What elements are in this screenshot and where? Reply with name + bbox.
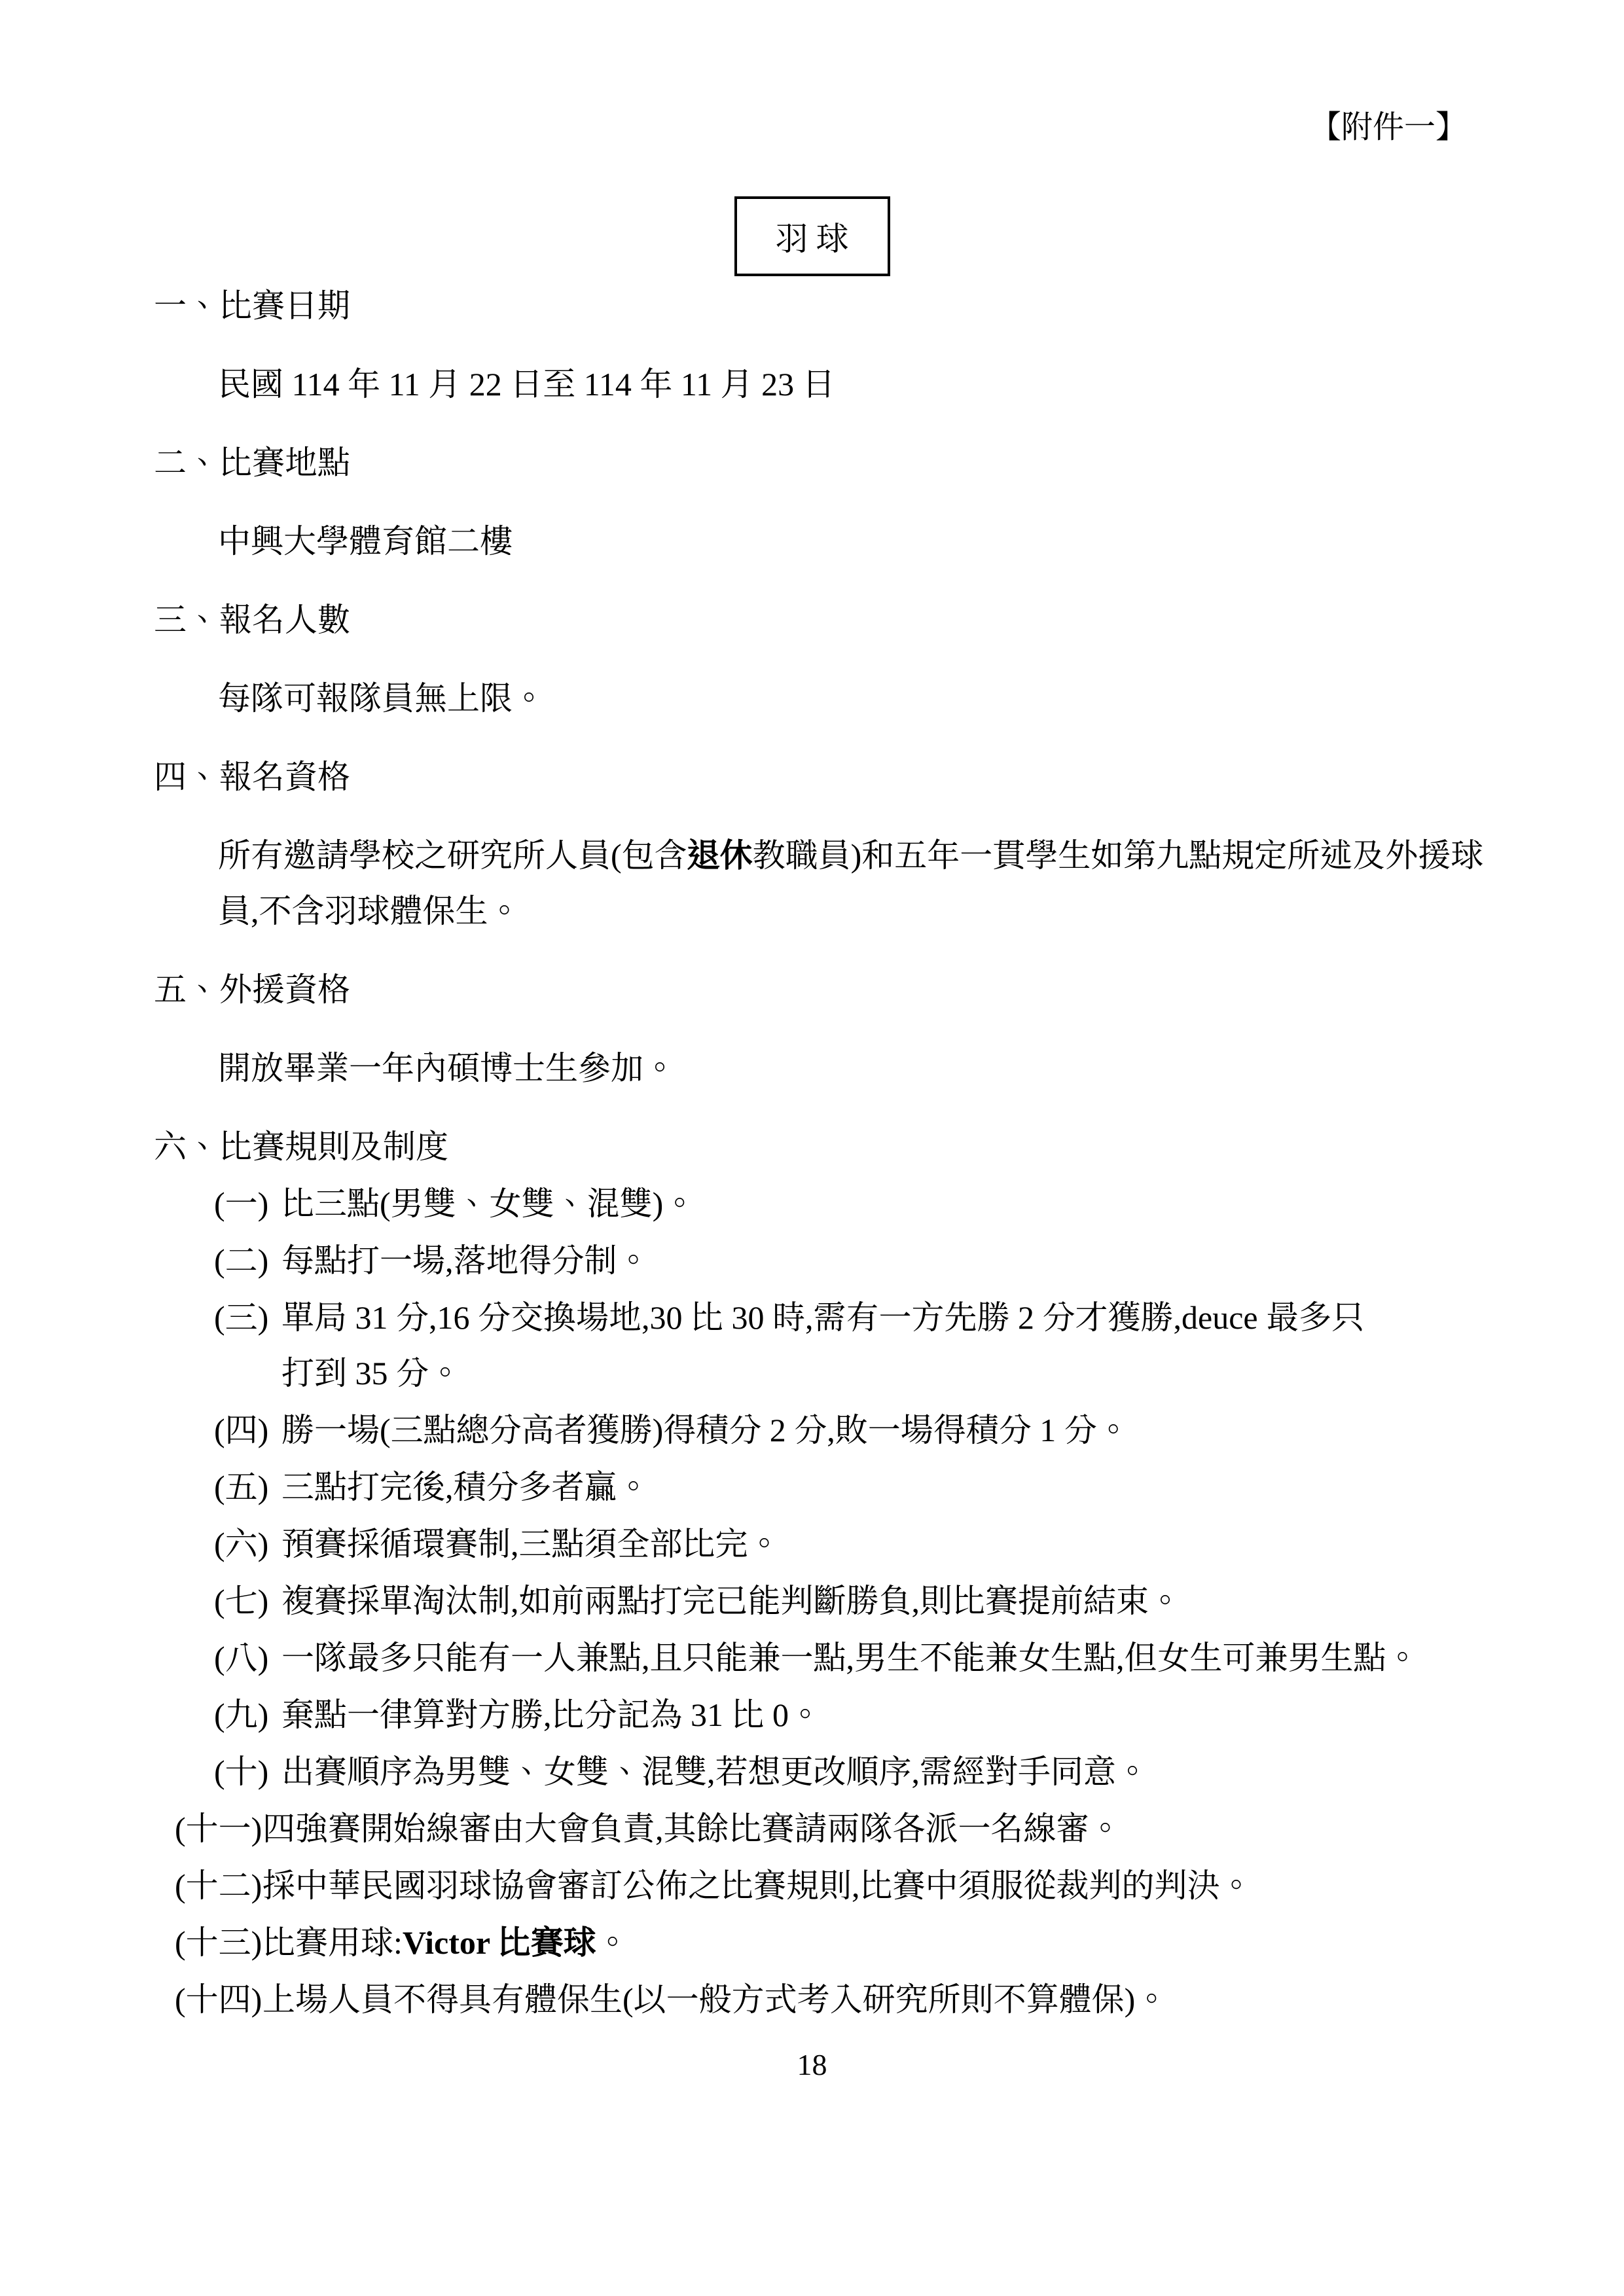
rule-item-3-continuation: 打到 35 分。 [281,1355,461,1391]
rule-item-4-text: 勝一場(三點總分高者獲勝)得積分 2 分,敗一場得積分 1 分。 [281,1412,1130,1448]
section-2-heading [0,443,1624,482]
section-3-body: 每隊可報隊員無上限。 [218,680,545,717]
section-6-title: 比賽規則及制度 [219,1128,448,1165]
rule-item-2-text: 每點打一場,落地得分制。 [281,1242,650,1279]
rule-item-3-text: 單局 31 分,16 分交換場地,30 比 30 時,需有一方先勝 2 分才獲勝,deuce 最多只 [281,1299,1365,1336]
rule-item-7 [0,1581,1624,1621]
attachment-label: 【附件一】 [1309,110,1467,145]
section-3-number: 三、 [154,601,219,638]
page-number: 18 [797,2048,827,2081]
rule-item-5-text: 三點打完後,積分多者贏。 [281,1469,650,1505]
rule-item-9 [0,1695,1624,1734]
section-1-title: 比賽日期 [219,287,350,324]
rule-item-11 [0,1809,1624,1848]
rule-item-10-text: 出賽順序為男雙、女雙、混雙,若想更改順序,需經對手同意。 [281,1753,1149,1790]
rule-item-6-label: (六) [214,1526,269,1562]
section-4-body-bold: 退休 [687,837,753,874]
rule-item-9-label: (九) [214,1696,269,1733]
section-1-body: 民國 114 年 11 月 22 日至 114 年 11 月 23 日 [218,366,835,403]
section-4-body-prefix: 所有邀請學校之研究所人員(包含 [218,837,687,874]
section-4-title: 報名資格 [219,759,350,795]
section-5-number: 五、 [154,971,219,1008]
rule-item-13 [0,1923,1624,1962]
rule-item-12-text: 採中華民國羽球協會審訂公佈之比賽規則,比賽中須服從裁判的判決。 [262,1867,1253,1904]
rule-item-7-text: 複賽採單淘汰制,如前兩點打完已能判斷勝負,則比賽提前結束。 [281,1583,1182,1619]
rule-item-13-label: (十三) [175,1924,262,1961]
rule-item-1 [0,1184,1624,1223]
rule-item-14-label: (十四) [175,1981,262,2018]
rule-item-9-text: 棄點一律算對方勝,比分記為 31 比 0。 [281,1696,821,1733]
section-6-heading [0,1127,1624,1166]
section-3-title: 報名人數 [219,601,350,638]
section-4-heading [0,757,1624,797]
section-2-title: 比賽地點 [219,444,350,481]
rule-item-3-label: (三) [214,1299,269,1336]
rule-item-10-label: (十) [214,1753,269,1790]
rule-item-6-text: 預賽採循環賽制,三點須全部比完。 [281,1526,781,1562]
rule-item-11-text: 四強賽開始線審由大會負責,其餘比賽請兩隊各派一名線審。 [262,1810,1122,1847]
rule-item-13-text-prefix: 比賽用球: [262,1924,403,1961]
rule-item-13-text-suffix: 。 [596,1924,629,1961]
section-5-body: 開放畢業一年內碩博士生參加。 [218,1050,676,1086]
rule-item-1-label: (一) [214,1185,269,1222]
section-1-number: 一、 [154,287,219,324]
rule-item-13-text-bold: Victor 比賽球 [402,1924,596,1961]
rule-item-4 [0,1410,1624,1450]
section-4-number: 四、 [154,759,219,795]
rule-item-6 [0,1524,1624,1564]
section-4-body-line-2: 員,不含羽球體保生。 [218,893,521,929]
rule-item-14 [0,1980,1624,2019]
rule-item-2-label: (二) [214,1242,269,1279]
rule-item-8-label: (八) [214,1640,269,1676]
page-title: 羽球 [775,221,857,257]
section-5-title: 外援資格 [219,971,350,1008]
rule-item-10 [0,1752,1624,1791]
title-box [734,196,890,276]
section-4-body-suffix: 教職員)和五年一貫學生如第九點規定所述及外援球 [752,837,1484,874]
rule-item-12 [0,1866,1624,1905]
rule-item-4-label: (四) [214,1412,269,1448]
rule-item-3 [0,1298,1624,1337]
section-2-body: 中興大學體育館二樓 [218,523,513,560]
rule-item-1-text: 比三點(男雙、女雙、混雙)。 [281,1185,696,1222]
section-5-heading [0,970,1624,1009]
rule-item-12-label: (十二) [175,1867,262,1904]
section-2-number: 二、 [154,444,219,481]
rule-item-2 [0,1241,1624,1280]
section-6-number: 六、 [154,1128,219,1165]
section-1-heading [0,286,1624,325]
section-4-body-line-1 [0,836,1624,875]
section-3-heading [0,600,1624,639]
rule-item-5 [0,1467,1624,1507]
rule-item-8 [0,1638,1624,1677]
rule-item-5-label: (五) [214,1469,269,1505]
rule-item-11-label: (十一) [175,1810,262,1847]
rule-item-14-text: 上場人員不得具有體保生(以一般方式考入研究所則不算體保)。 [262,1981,1168,2018]
rule-item-8-text: 一隊最多只能有一人兼點,且只能兼一點,男生不能兼女生點,但女生可兼男生點。 [281,1640,1419,1676]
rule-item-7-label: (七) [214,1583,269,1619]
